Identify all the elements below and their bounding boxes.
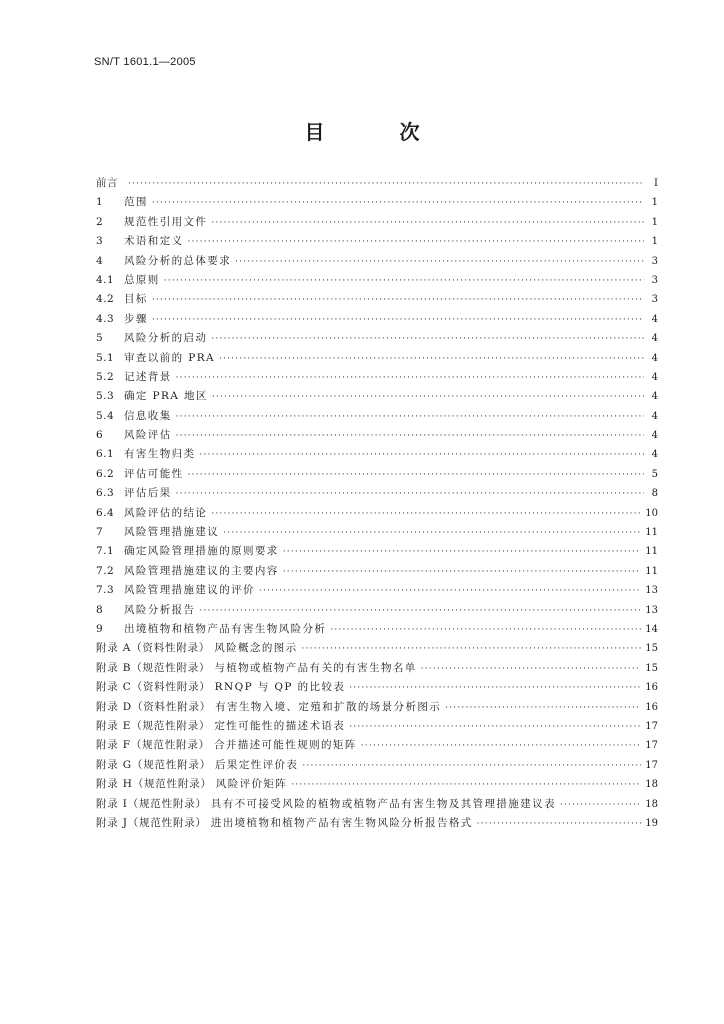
toc-entry-page: 10: [645, 507, 658, 519]
toc-entry-title: 风险评估: [124, 429, 172, 442]
toc-entry-number: 附录 G（规范性附录）: [96, 758, 212, 771]
toc-dot-leader: [283, 563, 642, 582]
toc-entry-number: 附录 F（规范性附录）: [96, 739, 210, 752]
toc-entry-page: 14: [645, 623, 658, 635]
toc-entry-page: 3: [651, 274, 658, 286]
toc-entry[interactable]: [96, 639, 658, 658]
toc-entry-page: 18: [645, 779, 658, 791]
toc-dot-leader: [302, 640, 642, 659]
toc-entry-page: 4: [651, 449, 658, 461]
toc-entry-page: 13: [645, 604, 658, 616]
toc-entry-page: 4: [651, 371, 658, 383]
toc-dot-leader: [199, 602, 641, 621]
toc-entry-title: 风险管理措施建议的主要内容: [124, 564, 279, 577]
toc-entry[interactable]: [96, 775, 658, 794]
toc-entry-title: 有害生物入境、定殖和扩散的场景分析图示: [215, 700, 442, 713]
toc-entry-page: 11: [645, 546, 658, 558]
toc-dot-leader: [199, 446, 644, 465]
toc-dot-leader: [152, 311, 644, 330]
toc-entry-page: 3: [651, 294, 658, 306]
toc-entry[interactable]: [96, 329, 658, 348]
toc-entry[interactable]: [96, 814, 658, 833]
toc-entry[interactable]: [96, 252, 658, 271]
toc-entry-title: 风险概念的图示: [214, 642, 298, 655]
toc-entry-page: 4: [651, 391, 658, 403]
toc-entry-title: 审查以前的 PRA: [124, 351, 215, 364]
toc-dot-leader: [211, 330, 644, 349]
toc-entry-page: 18: [645, 798, 658, 810]
toc-dot-leader: [291, 776, 641, 795]
toc-entry-number: 5.3: [96, 390, 115, 403]
toc-entry-page: 8: [651, 488, 658, 500]
toc-entry[interactable]: [96, 445, 658, 464]
toc-dot-leader: [188, 466, 645, 485]
toc-entry[interactable]: [96, 523, 658, 542]
toc-dot-leader: [330, 621, 641, 640]
toc-dot-leader: [421, 660, 642, 679]
toc-dot-leader: [259, 582, 641, 601]
toc-entry-number: 附录 J（规范性附录）: [96, 816, 207, 829]
toc-entry-page: 3: [651, 255, 658, 267]
toc-entry-number: 1: [96, 196, 104, 209]
toc-entry-number: 7.2: [96, 564, 115, 577]
toc-entry-page: 4: [651, 352, 658, 364]
toc-entry-number: 5.1: [96, 351, 115, 364]
toc-dot-leader: [445, 699, 641, 718]
toc-entry-title: 风险分析的启动: [124, 332, 208, 345]
toc-entry-number: 附录 B（规范性附录）: [96, 661, 211, 674]
toc-entry-number: 4.2: [96, 293, 115, 306]
toc-entry-title: 规范性引用文件: [124, 215, 208, 228]
toc-entry-number: 6: [96, 429, 104, 442]
toc-dot-leader: [176, 427, 644, 446]
toc-entry[interactable]: [96, 504, 658, 523]
toc-entry-title: 风险分析报告: [124, 603, 196, 616]
toc-entry-page: 17: [645, 720, 658, 732]
toc-entry-number: 7.3: [96, 584, 115, 597]
toc-entry-title: 评估后果: [124, 487, 172, 500]
toc-entry[interactable]: [96, 678, 658, 697]
toc-entry-page: 1: [651, 236, 658, 248]
toc-dot-leader: [152, 194, 644, 213]
toc-entry-title: 确定 PRA 地区: [124, 390, 208, 403]
toc-entry-number: 6.1: [96, 448, 115, 461]
toc-entry[interactable]: [96, 310, 658, 329]
toc-dot-leader: [349, 679, 641, 698]
toc-dot-leader: [349, 718, 641, 737]
toc-dot-leader: [477, 815, 642, 834]
toc-entry[interactable]: [96, 271, 658, 290]
toc-entry-title: 风险管理措施建议: [124, 526, 220, 539]
toc-entry-title: 目标: [124, 293, 148, 306]
toc-entry-page: 16: [645, 682, 658, 694]
toc-entry-page: I: [654, 178, 658, 189]
toc-entry-page: 16: [645, 701, 658, 713]
toc-entry-page: 4: [651, 410, 658, 422]
toc-entry-title: 风险评价矩阵: [215, 778, 288, 791]
toc-entry-title: 步骤: [124, 312, 148, 325]
toc-entry-number: 5.4: [96, 409, 115, 422]
toc-entry-number: 4: [96, 254, 104, 267]
toc-entry-page: 13: [645, 585, 658, 597]
toc-entry-title: 后果定性评价表: [215, 758, 299, 771]
toc-dot-leader: [560, 796, 641, 815]
toc-entry[interactable]: [96, 465, 658, 484]
toc-entry-number: 4.1: [96, 273, 115, 286]
toc-entry-title: 评估可能性: [124, 467, 184, 480]
toc-entry-page: 1: [651, 197, 658, 209]
toc-entry-title: 范围: [124, 196, 148, 209]
toc-entry-title: 合并描述可能性规则的矩阵: [213, 739, 357, 752]
toc-entry-number: 7: [96, 526, 104, 539]
toc-entry-title: 与植物或植物产品有关的有害生物名单: [214, 661, 417, 674]
page-title: 目 次: [304, 120, 454, 144]
toc-entry[interactable]: [96, 542, 658, 561]
toc-entry-number: 附录 A（资料性附录）: [96, 642, 211, 655]
toc-entry[interactable]: [96, 620, 658, 639]
toc-dot-leader: [223, 524, 641, 543]
toc-entry-number: 附录 E（规范性附录）: [96, 719, 211, 732]
toc-entry-number: 3: [96, 235, 104, 248]
toc-entry-page: 11: [645, 565, 658, 577]
toc-dot-leader: [212, 388, 644, 407]
toc-entry-number: 附录 I（规范性附录）: [96, 797, 207, 810]
toc-dot-leader: [176, 485, 644, 504]
toc-entry-title: 有害生物归类: [124, 448, 196, 461]
toc-dot-leader: [361, 737, 642, 756]
toc-entry-number: 5: [96, 332, 104, 345]
standard-code: SN/T 1601.1—2005: [94, 56, 196, 68]
toc-entry-number: 9: [96, 622, 104, 635]
toc-entry[interactable]: [96, 736, 658, 755]
toc-entry-title: RNQP 与 QP 的比较表: [214, 681, 346, 694]
toc-entry-title: 信息收集: [124, 409, 172, 422]
toc-entry[interactable]: [96, 756, 658, 775]
toc-entry[interactable]: [96, 426, 658, 445]
toc-entry[interactable]: [96, 232, 658, 251]
toc-dot-leader: [211, 214, 644, 233]
toc-entry-number: 6.4: [96, 506, 115, 519]
toc-entry-title: 术语和定义: [124, 235, 184, 248]
toc-entry[interactable]: [96, 193, 658, 212]
toc-entry-number: 6.2: [96, 467, 115, 480]
toc-dot-leader: [176, 369, 644, 388]
toc-entry-title: 出境植物和植物产品有害生物风险分析: [124, 622, 327, 635]
toc-entry-number: 2: [96, 215, 104, 228]
toc-entry-number: 6.3: [96, 487, 115, 500]
toc-entry-page: 4: [651, 430, 658, 442]
toc-entry[interactable]: [96, 484, 658, 503]
toc-entry[interactable]: [96, 387, 658, 406]
toc-entry-number: 4.3: [96, 312, 115, 325]
toc-entry[interactable]: [96, 601, 658, 620]
toc-entry-title: 风险评估的结论: [124, 506, 208, 519]
toc-entry[interactable]: [96, 407, 658, 426]
toc-dot-leader: [235, 253, 644, 272]
toc-dot-leader: [128, 175, 644, 194]
toc-entry[interactable]: [96, 368, 658, 387]
toc-entry-title: 风险管理措施建议的评价: [124, 584, 255, 597]
toc-dot-leader: [176, 408, 644, 427]
toc-entry-number: 5.2: [96, 370, 115, 383]
toc-entry[interactable]: [96, 349, 658, 368]
toc-entry-title: 风险分析的总体要求: [124, 254, 232, 267]
table-of-contents: [96, 174, 658, 833]
toc-entry-number: 7.1: [96, 545, 115, 558]
toc-entry-page: 17: [645, 740, 658, 752]
toc-entry[interactable]: [96, 717, 658, 736]
toc-entry-title: 具有不可接受风险的植物或植物产品有害生物及其管理措施建议表: [210, 797, 556, 810]
toc-entry-title: 记述背景: [124, 370, 172, 383]
toc-entry-page: 15: [645, 643, 658, 655]
toc-entry-page: 15: [645, 662, 658, 674]
toc-entry-title: 定性可能性的描述术语表: [214, 719, 346, 732]
toc-entry-number: 附录 H（规范性附录）: [96, 778, 212, 791]
toc-entry-page: 19: [645, 817, 658, 829]
toc-dot-leader: [283, 543, 642, 562]
toc-entry[interactable]: [96, 659, 658, 678]
toc-entry-number: 8: [96, 603, 104, 616]
toc-entry-page: 17: [645, 759, 658, 771]
toc-entry-title: 总原则: [124, 273, 160, 286]
toc-entry-number: 前言: [96, 177, 118, 189]
toc-dot-leader: [219, 350, 644, 369]
toc-dot-leader: [302, 757, 641, 776]
toc-entry-page: 4: [651, 333, 658, 345]
toc-entry-page: 11: [645, 527, 658, 539]
toc-dot-leader: [211, 505, 641, 524]
toc-dot-leader: [188, 233, 645, 252]
toc-entry[interactable]: [96, 174, 658, 193]
toc-entry[interactable]: [96, 581, 658, 600]
toc-entry-page: 4: [651, 313, 658, 325]
toc-entry[interactable]: [96, 795, 658, 814]
toc-entry-number: 附录 C（资料性附录）: [96, 681, 211, 694]
toc-entry-title: 进出境植物和植物产品有害生物风险分析报告格式: [210, 816, 473, 829]
toc-dot-leader: [164, 272, 644, 291]
toc-entry-page: 1: [651, 216, 658, 228]
toc-entry[interactable]: [96, 213, 658, 232]
toc-entry-page: 5: [651, 468, 658, 480]
toc-entry[interactable]: [96, 562, 658, 581]
toc-entry[interactable]: [96, 290, 658, 309]
toc-entry-title: 确定风险管理措施的原则要求: [124, 545, 279, 558]
toc-entry[interactable]: [96, 698, 658, 717]
toc-dot-leader: [152, 291, 644, 310]
toc-entry-number: 附录 D（资料性附录）: [96, 700, 212, 713]
